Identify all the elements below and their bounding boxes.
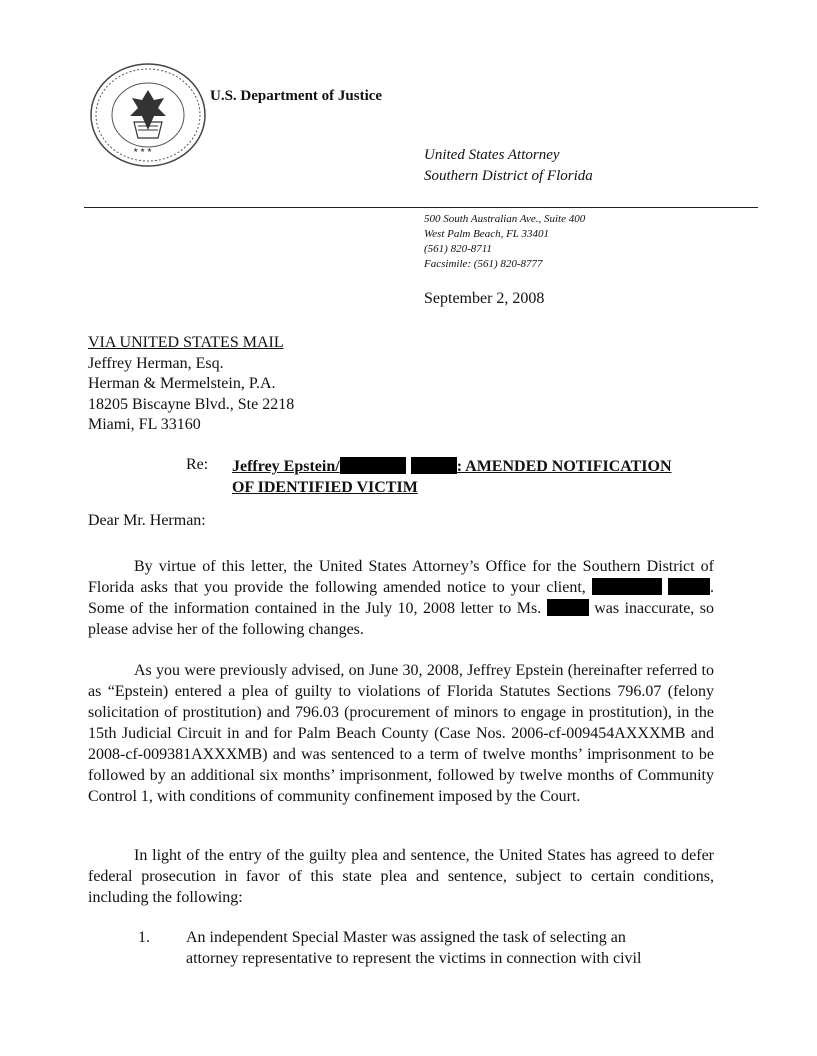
office-address [424, 212, 585, 272]
office-name [424, 145, 593, 187]
recipient-line: Miami, FL 33160 [88, 416, 201, 433]
p1-text-a: By virtue of this letter, the United States Attorney’s Office for the Southern District of Florida asks that you provide the following amended notice to your client, [88, 558, 714, 596]
subject-title-1: : AMENDED NOTIFICATION [456, 458, 672, 475]
subject-title-2: OF IDENTIFIED VICTIM [232, 479, 418, 496]
department-heading: U.S. Department of Justice [210, 88, 383, 104]
salutation: Dear Mr. Herman: [88, 512, 206, 529]
paragraph-1 [88, 556, 714, 640]
office-line-1: United States Attorney [424, 147, 560, 163]
header-divider [84, 207, 758, 208]
redaction-box [340, 457, 406, 474]
recipient-line: Herman & Mermelstein, P.A. [88, 375, 276, 392]
p3-text: In light of the entry of the guilty plea and sentence, the United States has agreed to defer federal prosecution in favor of this state plea and sentence, subject to certain conditions, including the following: [88, 847, 714, 906]
p1-text-c: was inaccurate, so please advise her of the following changes. [88, 600, 715, 638]
list-item-text [186, 927, 686, 969]
subject-line [232, 456, 712, 498]
letter-date: September 2, 2008 [424, 290, 545, 307]
recipient-block [88, 333, 294, 436]
list-item-number: 1. [138, 929, 150, 946]
svg-text:★ ★ ★: ★ ★ ★ [133, 148, 153, 154]
doj-seal-icon [88, 60, 208, 170]
list-item-line: An independent Special Master was assigned the task of selecting an [186, 929, 626, 946]
recipient-line: 18205 Biscayne Blvd., Ste 2218 [88, 395, 295, 413]
paragraph-3 [88, 845, 714, 908]
office-line-2: Southern District of Florida [424, 168, 593, 184]
recipient-line: Jeffrey Herman, Esq. [88, 354, 224, 372]
address-line: Facsimile: (561) 820-8777 [424, 258, 543, 270]
redaction-box [547, 599, 589, 616]
subject-name: Jeffrey Epstein/ [232, 458, 340, 475]
delivery-method: VIA UNITED STATES MAIL [88, 334, 284, 351]
address-line: 500 South Australian Ave., Suite 400 [424, 213, 586, 225]
list-item-line: attorney representative to represent the victims in connection with civil [186, 950, 642, 967]
address-line: West Palm Beach, FL 33401 [424, 228, 549, 240]
p2-text: As you were previously advised, on June 30, 2008, Jeffrey Epstein (hereinafter referred to as “Epstein) entered a plea of guilty to violations of Florida Statutes Sections 796.07 (felony solicitation of prostitution) and 796.03 (procurement of minors to engage in prostitution), in the 15th Judicial Circuit in and for Palm Beach County (Case Nos. 2006-cf-009454AXXXMB and 2008-cf-009381AXXXMB) and was sentenced to a term of twelve months’ imprisonment to be followed by an additional six months’ imprisonment, followed by twelve months of Community Control 1, with conditions of community confinement imposed by the Court. [88, 662, 714, 805]
re-label: Re: [186, 456, 209, 473]
paragraph-2 [88, 660, 714, 807]
address-line: (561) 820-8711 [424, 243, 492, 255]
redaction-box [668, 578, 710, 595]
redaction-box [411, 457, 457, 474]
p1-text-b: . Some of the information contained in the July 10, 2008 letter to Ms. [88, 579, 715, 617]
redaction-box [592, 578, 662, 595]
